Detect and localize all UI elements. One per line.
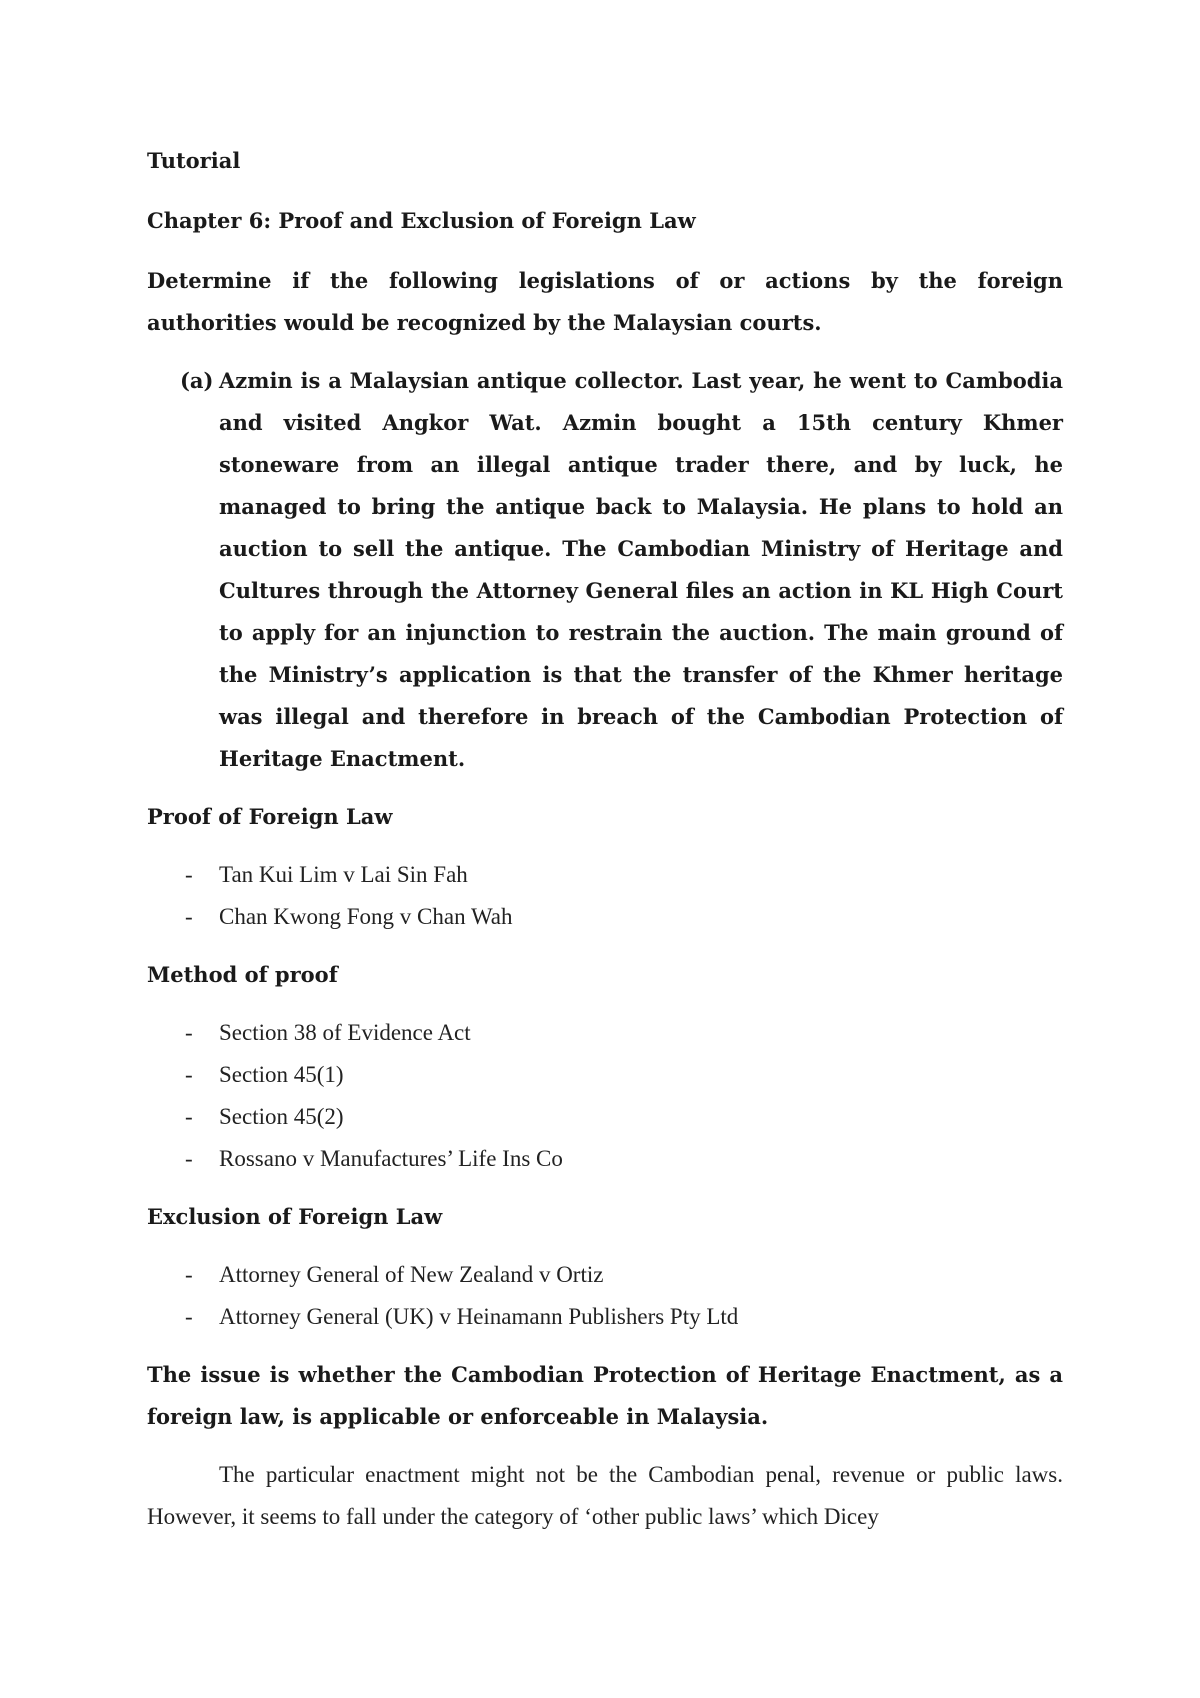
dash-bullet: - [185,1062,193,1087]
dash-bullet: - [185,1262,193,1287]
case-name: Attorney General (UK) v Heinamann Publishers Pty Ltd [219,1304,739,1329]
list-item [147,854,1063,896]
case-name: Attorney General of New Zealand v Ortiz [219,1262,604,1287]
dash-bullet: - [185,1304,193,1329]
method-name: Section 45(1) [219,1062,344,1087]
dash-bullet: - [185,904,193,929]
list-item [147,1138,1063,1180]
document-title: Tutorial [147,148,241,173]
method-name: Section 45(2) [219,1104,344,1129]
dash-bullet: - [185,1020,193,1045]
list-item [147,1254,1063,1296]
list-item [147,1012,1063,1054]
dash-bullet: - [185,1146,193,1171]
section-heading: Method of proof [147,962,338,987]
question-item [147,360,1063,780]
method-name: Rossano v Manufactures’ Life Ins Co [219,1146,563,1171]
question-text: Azmin is a Malaysian antique collector. Last year, he went to Cambodia and visited Angkor Wat. Azmin bought a 15th century Khmer stoneware from an illegal antique trader there, and by luck, he managed to bring the antique back to Malaysia. He plans to hold an auction to sell the antique. The Cambodian Ministry of Heritage and Cultures through the Attorney General files an action in KL High Court to apply for an injunction to restrain the auction. The main ground of the Ministry’s application is that the transfer of the Khmer heritage was illegal and therefore in breach of the Cambodian Protection of Heritage Enactment. [219,368,1063,771]
question-label: (a) [180,368,214,393]
body-paragraph: The particular enactment might not be the Cambodian penal, revenue or public laws. However, it seems to fall under the category of ‘other public laws’ which Dicey [147,1462,1063,1529]
dash-bullet: - [185,1104,193,1129]
issue-paragraph: The issue is whether the Cambodian Protection of Heritage Enactment, as a foreign law, is applicable or enforceable in Malaysia. [147,1362,1063,1429]
section-heading: Proof of Foreign Law [147,804,393,829]
dash-bullet: - [185,862,193,887]
instruction-paragraph: Determine if the following legislations of or actions by the foreign authorities would be recognized by the Malaysian courts. [147,268,1063,335]
list-item [147,896,1063,938]
method-name: Section 38 of Evidence Act [219,1020,471,1045]
list-item [147,1054,1063,1096]
list-item [147,1096,1063,1138]
chapter-heading: Chapter 6: Proof and Exclusion of Foreign Law [147,208,696,233]
section-heading: Exclusion of Foreign Law [147,1204,443,1229]
case-name: Chan Kwong Fong v Chan Wah [219,904,513,929]
document-page [147,140,1063,1538]
list-item [147,1296,1063,1338]
case-name: Tan Kui Lim v Lai Sin Fah [219,862,468,887]
